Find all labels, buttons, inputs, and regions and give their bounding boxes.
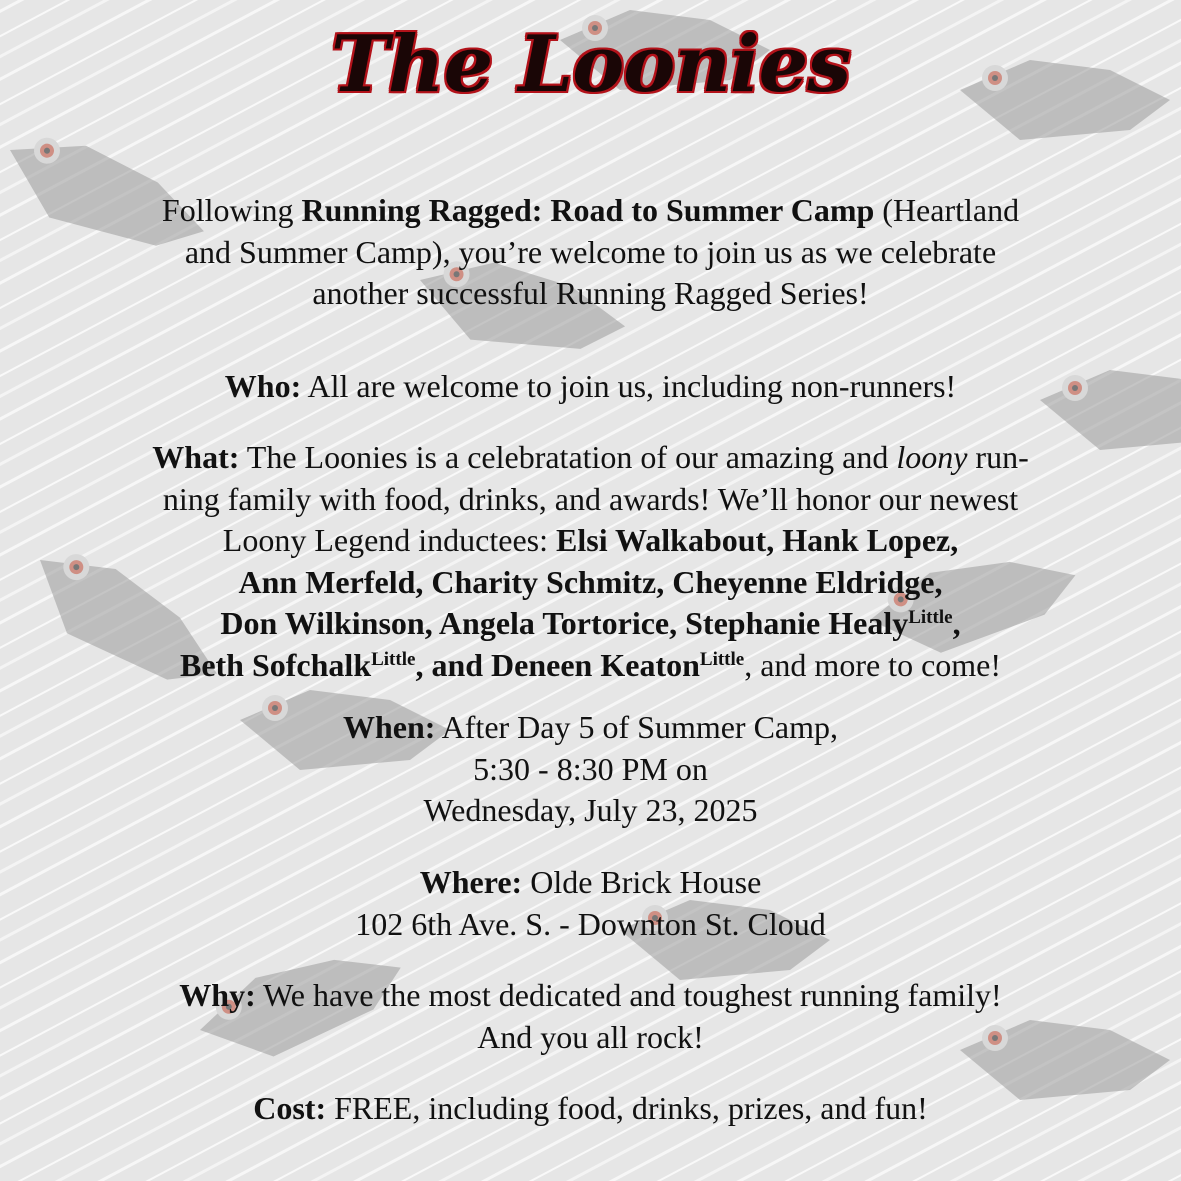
who-label: Who: [224, 368, 302, 404]
what-text: run- [967, 439, 1029, 475]
intro-text: Following [161, 192, 302, 228]
when-text: 5:30 - 8:30 PM on [473, 750, 708, 787]
inductee-names: , and Deneen Keaton [415, 646, 700, 683]
when-date: Wednesday, July 23, 2025 [423, 792, 758, 829]
who-text: All are welcome to join us, including non-runners! [301, 368, 957, 404]
what-text: , and more to come! [744, 646, 1002, 683]
what-label: What: [152, 439, 240, 475]
when-text: After Day 5 of Summer Camp, [435, 709, 839, 745]
cost-section [40, 1088, 1141, 1130]
what-text: The Loonies is a celebratation of our amazing and [239, 439, 897, 475]
inductee-names: Don Wilkinson, Angela Tortorice, Stephanie Healy [220, 605, 909, 642]
why-text: And you all rock! [477, 1018, 704, 1055]
intro-paragraph [40, 190, 1141, 315]
inductee-names: , [952, 605, 961, 642]
little-superscript: Little [371, 648, 416, 670]
when-label: When: [342, 709, 436, 745]
when-section [40, 707, 1141, 832]
intro-text: another successful Running Ragged Series! [312, 275, 869, 312]
intro-text: (Heartland [874, 192, 1020, 228]
what-text: Loony Legend inductees: [222, 522, 557, 559]
inductee-names: Beth Sofchalk [179, 646, 372, 683]
event-name: Running Ragged: Road to Summer Camp [301, 192, 875, 228]
what-emphasis: loony [896, 439, 968, 475]
page-title: The Loonies [330, 19, 851, 110]
where-label: Where: [419, 864, 523, 900]
why-text: We have the most dedicated and toughest running family! [255, 977, 1002, 1013]
why-section [40, 975, 1141, 1058]
little-superscript: Little [908, 607, 953, 629]
cost-text: FREE, including food, drinks, prizes, and fun! [326, 1090, 928, 1126]
where-section [40, 862, 1141, 945]
venue-name: Olde Brick House [522, 864, 762, 900]
intro-text: and Summer Camp), you’re welcome to join us as we celebrate [184, 233, 997, 270]
cost-label: Cost: [253, 1090, 327, 1126]
little-superscript: Little [699, 648, 745, 670]
why-label: Why: [179, 977, 256, 1013]
inductee-names: Ann Merfeld, Charity Schmitz, Cheyenne Eldridge, [238, 563, 943, 600]
what-text: ning family with food, drinks, and awards! We’ll honor our newest [162, 480, 1019, 517]
what-section [40, 437, 1141, 687]
venue-address: 102 6th Ave. S. - Downton St. Cloud [355, 905, 826, 942]
inductee-names: Elsi Walkabout, Hank Lopez, [556, 522, 959, 559]
who-section [40, 366, 1141, 408]
